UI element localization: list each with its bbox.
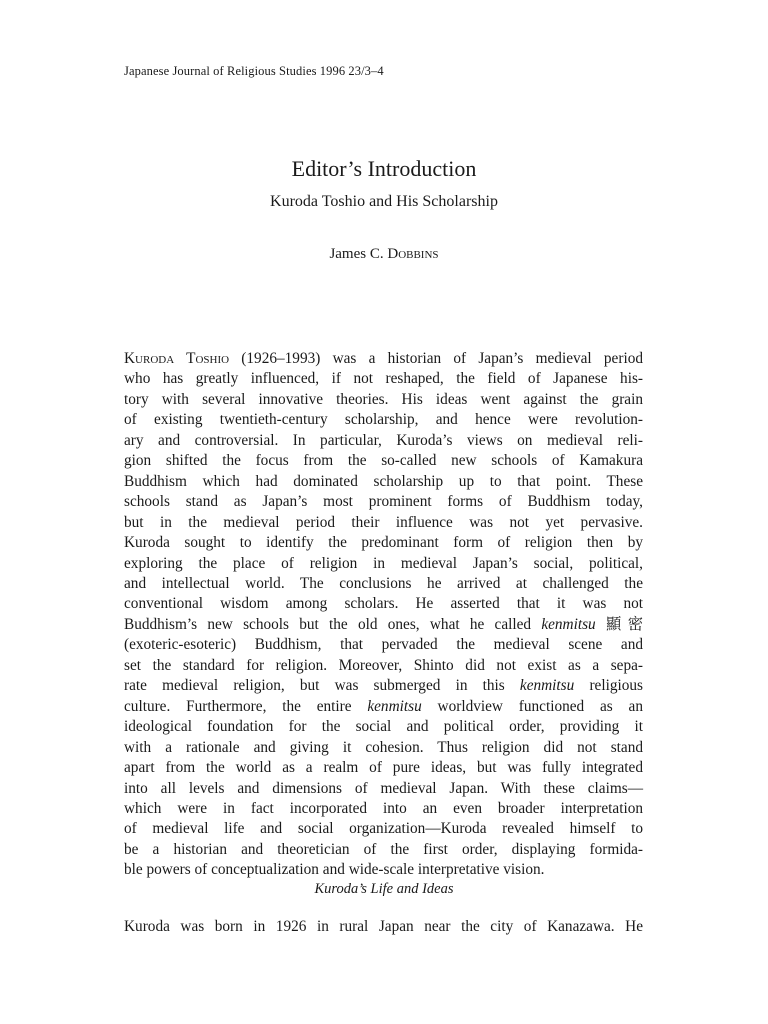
text-line: who has greatly influenced, if not reshaped, the field of Japanese his- xyxy=(124,370,643,388)
text-line: schools stand as Japan’s most prominent forms of Buddhism today, xyxy=(124,493,643,511)
text-line: ideological foundation for the social and political order, providing it xyxy=(124,718,643,736)
author-byline xyxy=(0,246,768,263)
text-line: of existing twentieth-century scholarship, and hence were revolution- xyxy=(124,411,643,429)
text-line: apart from the world as a realm of pure ideas, but was fully integrated xyxy=(124,759,643,777)
text-line: Kuroda was born in 1926 in rural Japan near the city of Kanazawa. He xyxy=(124,918,643,935)
section-heading: Kuroda’s Life and Ideas xyxy=(314,881,454,897)
text-line: Kuroda sought to identify the predominant form of religion then by xyxy=(124,534,643,552)
text-line: exploring the place of religion in medieval Japan’s social, political, xyxy=(124,554,643,572)
text-line: rate medieval religion, but was submerged in this kenmitsu religious xyxy=(124,677,643,695)
text-line: (exoteric-esoteric) Buddhism, that pervaded the medieval scene and xyxy=(124,636,643,654)
text-line: of medieval life and social organization—Kuroda revealed himself to xyxy=(124,820,643,838)
text-line: conventional wisdom among scholars. He asserted that it was not xyxy=(124,595,643,613)
text-line: ble powers of conceptualization and wide-scale interpretative vision. xyxy=(124,861,545,879)
term-kenmitsu: kenmitsu xyxy=(541,615,596,633)
text-line: culture. Furthermore, the entire kenmitsu worldview functioned as an xyxy=(124,697,643,715)
text-line: set the standard for religion. Moreover, Shinto did not exist as a sepa- xyxy=(124,656,643,674)
text-line: ary and controversial. In particular, Kuroda’s views on medieval reli- xyxy=(124,431,643,449)
article-title: Editor’s Introduction xyxy=(291,156,477,181)
text-line: gion shifted the focus from the so-called new schools of Kamakura xyxy=(124,452,643,470)
text-line: Buddhism which had dominated scholarship up to that point. These xyxy=(124,472,643,490)
text-line: which were in fact incorporated into an even broader interpretation xyxy=(124,799,643,817)
text-line: Kuroda Toshio (1926–1993) was a historian of Japan’s medieval period xyxy=(124,350,643,367)
intro-name: Kuroda Toshio xyxy=(124,350,230,367)
kanji-term: 顯密 xyxy=(595,615,643,633)
term-kenmitsu: kenmitsu xyxy=(367,697,422,715)
intro-paragraph xyxy=(124,349,643,881)
text-line: but in the medieval period their influence was not yet pervasive. xyxy=(124,513,643,531)
author-first-name: James C. xyxy=(329,246,388,262)
next-paragraph xyxy=(124,917,643,937)
term-kenmitsu: kenmitsu xyxy=(519,677,575,695)
author-last-name: Dobbins xyxy=(387,246,439,262)
text-line: and intellectual world. The conclusions he arrived at challenged the xyxy=(124,574,643,592)
text-line: be a historian and theoretician of the first order, displaying formida- xyxy=(124,840,643,858)
article-subtitle: Kuroda Toshio and His Scholarship xyxy=(270,193,498,210)
running-head: Japanese Journal of Religious Studies 1996 23/3–4 xyxy=(124,64,384,78)
text-line: Buddhism’s new schools but the old ones, what he called kenmitsu 顯密 xyxy=(124,615,643,633)
text-line: with a rationale and giving it cohesion. Thus religion did not stand xyxy=(124,738,643,756)
text-line: into all levels and dimensions of medieval Japan. With these claims— xyxy=(124,779,643,797)
text-line: tory with several innovative theories. His ideas went against the grain xyxy=(124,390,643,408)
